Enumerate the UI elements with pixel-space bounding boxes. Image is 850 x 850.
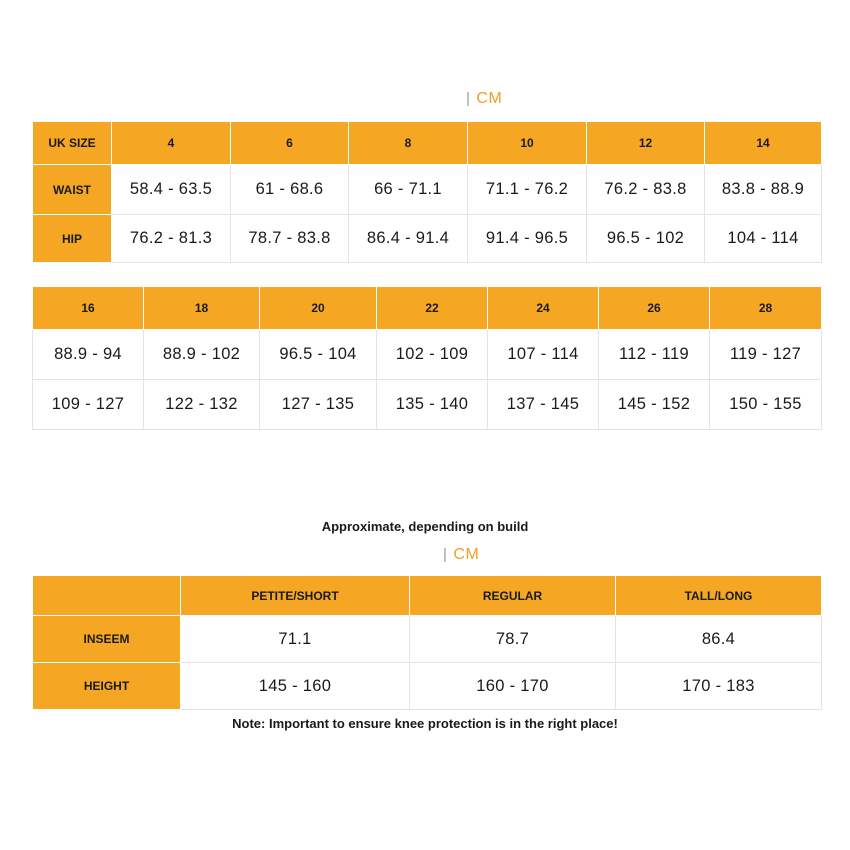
header-cell-size: 6: [231, 122, 349, 165]
header-cell-empty: [33, 576, 181, 616]
table-cell: 71.1 - 76.2: [468, 165, 587, 215]
header-cell-size: 28: [710, 287, 822, 330]
table-cell: 86.4: [616, 616, 822, 663]
table-cell: 76.2 - 83.8: [587, 165, 705, 215]
table-cell: 127 - 135: [260, 380, 377, 430]
divider-bar: |: [466, 90, 471, 107]
table-cell: 66 - 71.1: [349, 165, 468, 215]
table-cell: 88.9 - 94: [33, 330, 144, 380]
table-cell: 102 - 109: [377, 330, 488, 380]
table-cell: 145 - 160: [181, 663, 410, 710]
header-cell-petite: PETITE/SHORT: [181, 576, 410, 616]
header-cell-uk-size: UK SIZE: [33, 122, 112, 165]
table-row-hip: [33, 215, 822, 263]
table-row-height: [33, 663, 822, 710]
header-cell-size: 26: [599, 287, 710, 330]
table-cell: 119 - 127: [710, 330, 822, 380]
header-cell-size: 10: [468, 122, 587, 165]
header-cell-size: 4: [112, 122, 231, 165]
table-cell: 96.5 - 102: [587, 215, 705, 263]
table-cell: 61 - 68.6: [231, 165, 349, 215]
table-cell: 96.5 - 104: [260, 330, 377, 380]
divider-bar: |: [443, 546, 448, 563]
approx-caption: Approximate, depending on build: [321, 519, 529, 534]
unit-label-text: CM: [453, 546, 480, 563]
table-cell: 104 - 114: [705, 215, 822, 263]
table-cell: 71.1: [181, 616, 410, 663]
header-cell-size: 12: [587, 122, 705, 165]
table-cell: 145 - 152: [599, 380, 710, 430]
table-row-inseem: [33, 616, 822, 663]
note-text: Note: Important to ensure knee protection is in the right place!: [232, 716, 618, 731]
table-cell: 137 - 145: [488, 380, 599, 430]
table-cell: 109 - 127: [33, 380, 144, 430]
unit-label-bottom: [443, 546, 479, 564]
table-header-row: [33, 287, 822, 330]
table-cell: 122 - 132: [144, 380, 260, 430]
table-cell: 160 - 170: [410, 663, 616, 710]
header-cell-size: 14: [705, 122, 822, 165]
unit-label-top: [466, 90, 502, 108]
header-cell-size: 18: [144, 287, 260, 330]
table-row-waist: [33, 165, 822, 215]
header-cell-size: 8: [349, 122, 468, 165]
header-cell-size: 22: [377, 287, 488, 330]
table-cell: 107 - 114: [488, 330, 599, 380]
table-header-row: [33, 576, 822, 616]
size-table-uk-16-28: [32, 286, 822, 430]
table-cell: 86.4 - 91.4: [349, 215, 468, 263]
row-label-inseem: INSEEM: [33, 616, 181, 663]
table-cell: 135 - 140: [377, 380, 488, 430]
header-cell-size: 20: [260, 287, 377, 330]
table-cell: 78.7: [410, 616, 616, 663]
header-cell-size: 16: [33, 287, 144, 330]
unit-label-text: CM: [476, 90, 503, 107]
header-cell-regular: REGULAR: [410, 576, 616, 616]
table-cell: 78.7 - 83.8: [231, 215, 349, 263]
table-row-hip: [33, 380, 822, 430]
table-cell: 170 - 183: [616, 663, 822, 710]
table-cell: 91.4 - 96.5: [468, 215, 587, 263]
size-table-uk-4-14: [32, 121, 822, 263]
header-cell-size: 24: [488, 287, 599, 330]
length-table: [32, 575, 822, 710]
table-row-waist: [33, 330, 822, 380]
row-label-height: HEIGHT: [33, 663, 181, 710]
table-cell: 58.4 - 63.5: [112, 165, 231, 215]
header-cell-tall: TALL/LONG: [616, 576, 822, 616]
table-cell: 112 - 119: [599, 330, 710, 380]
table-cell: 83.8 - 88.9: [705, 165, 822, 215]
row-label-hip: HIP: [33, 215, 112, 263]
table-header-row: [33, 122, 822, 165]
row-label-waist: WAIST: [33, 165, 112, 215]
table-cell: 76.2 - 81.3: [112, 215, 231, 263]
table-cell: 88.9 - 102: [144, 330, 260, 380]
table-cell: 150 - 155: [710, 380, 822, 430]
